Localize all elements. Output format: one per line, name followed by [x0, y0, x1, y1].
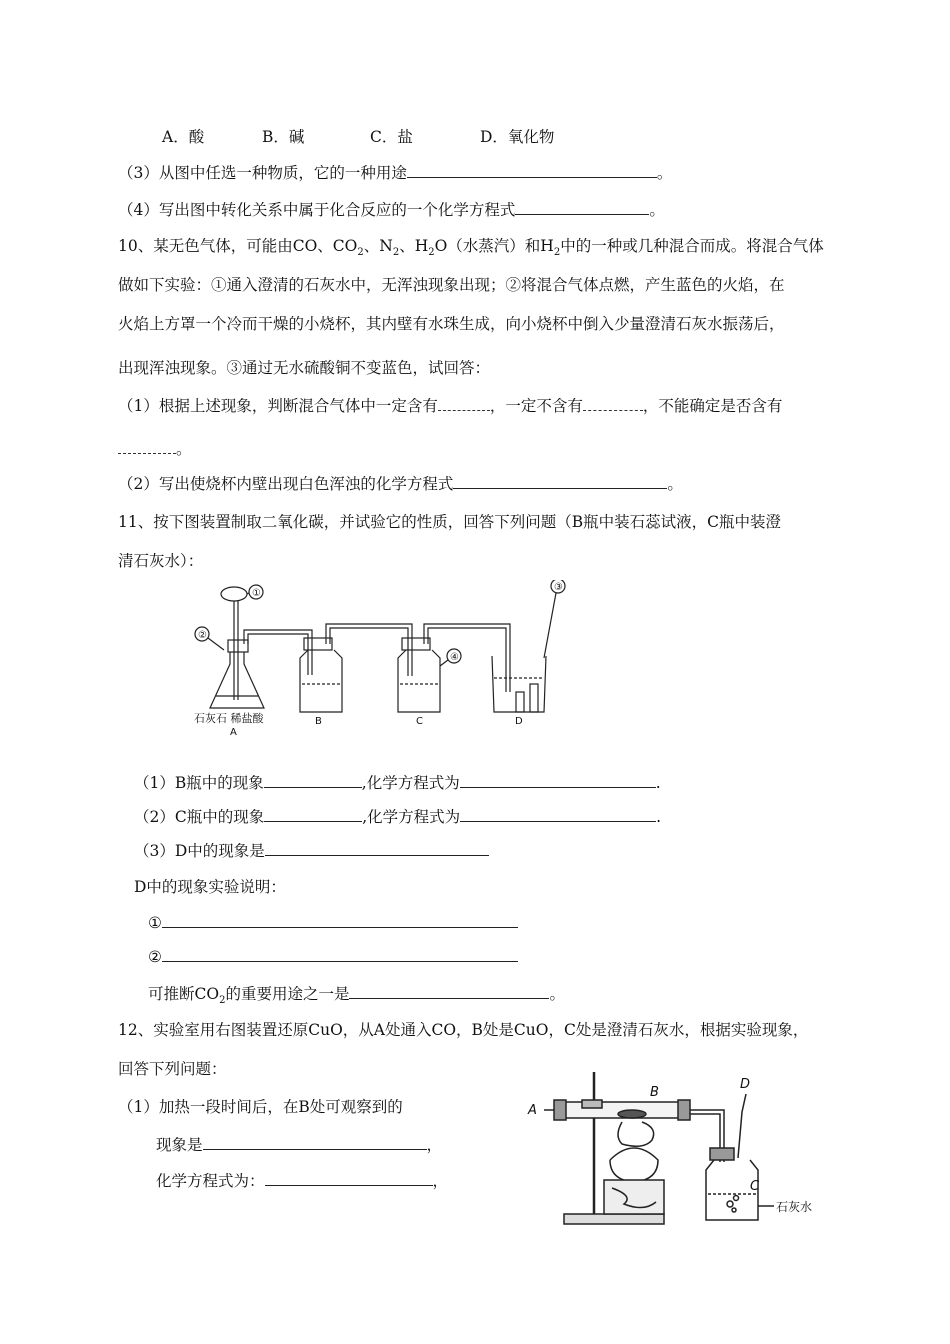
q10-l1d: O（水蒸汽）和H — [434, 237, 554, 255]
q10-part1-cont — [118, 438, 192, 460]
q9-part4 — [118, 199, 665, 221]
q11-part2-blank2[interactable] — [460, 807, 656, 822]
q10-line4: 出现浑浊现象。③通过无水硫酸铜不变蓝色，试回答： — [118, 359, 491, 377]
q10-part2 — [118, 473, 683, 495]
q11-part1-end: . — [655, 774, 661, 792]
q10-line1 — [118, 235, 824, 264]
q9-part4-blank[interactable] — [515, 200, 649, 215]
q11-conclusion1-blank[interactable] — [162, 913, 518, 928]
q11-infer-end: 。 — [549, 985, 565, 1003]
q10-part1-text-c: ，不能确定是否含有 — [642, 397, 783, 415]
q11-part1-blank1[interactable] — [264, 773, 362, 788]
q12-equation-end: ， — [432, 1172, 449, 1190]
alcohol-lamp — [610, 1148, 658, 1182]
q12-equation — [156, 1170, 448, 1192]
q9-part3-text: （3）从图中任选一种物质，它的一种用途 — [118, 164, 407, 182]
marker-4: ④ — [450, 652, 459, 663]
q11-conclusion1-marker: ① — [148, 914, 162, 932]
label-a-inlet: A — [528, 1103, 537, 1118]
q9-option-b: B．碱 — [262, 128, 305, 146]
q11-line1: 11、按下图装置制取二氧化碳，并试验它的性质，回答下列问题（B瓶中装石蕊试液，C瓶中装澄 — [118, 513, 781, 531]
marker-2: ② — [198, 630, 207, 641]
q11-part3-text: （3）D中的现象是 — [134, 842, 265, 860]
q12-equation-text: 化学方程式为： — [156, 1172, 265, 1190]
q11-conclusion2-blank[interactable] — [162, 947, 518, 962]
marker-3: ③ — [554, 582, 563, 593]
q10-sub-co2: 2 — [357, 247, 364, 259]
q10-part1-blank2[interactable] — [583, 396, 643, 411]
label-c-limewater: C — [750, 1179, 760, 1194]
q11-infer-text-a: 可推断CO — [148, 985, 220, 1003]
conical-flask-a — [210, 652, 264, 708]
label-b: B — [315, 716, 322, 727]
q11-infer — [148, 983, 565, 1012]
q10-sub-h2o: 2 — [428, 247, 435, 259]
q12-equation-blank[interactable] — [265, 1171, 433, 1186]
stand-base — [564, 1214, 664, 1224]
q10-part1-text-b: ，一定不含有 — [489, 397, 583, 415]
q10-part2-blank[interactable] — [453, 474, 667, 489]
q12-part1: （1）加热一段时间后，在B处可观察到的 — [118, 1098, 403, 1116]
q10-l1a: 10、某无色气体，可能由CO、CO — [118, 237, 358, 255]
cuo-powder — [618, 1110, 646, 1118]
q11-part2-text-a: （2）C瓶中的现象 — [134, 808, 265, 826]
label-c: C — [416, 716, 423, 727]
q11-infer-text-b: 的重要用途之一是 — [225, 985, 350, 1003]
q10-part1-end: 。 — [176, 440, 192, 458]
tube-a-b — [244, 630, 312, 675]
tube-b-c — [326, 624, 412, 676]
stopper-c — [402, 638, 430, 650]
q11-part3 — [134, 840, 489, 862]
q11-part1-text-a: （1）B瓶中的现象 — [134, 774, 264, 792]
cuo-reduction-figure — [524, 1064, 824, 1232]
q10-part1-text-a: （1）根据上述现象，判断混合气体中一定含有 — [118, 397, 438, 415]
q11-line2: 清石灰水）： — [118, 552, 204, 570]
q11-part3-blank[interactable] — [265, 841, 489, 856]
q11-infer-sub: 2 — [219, 995, 226, 1007]
q9-part4-text: （4）写出图中转化关系中属于化合反应的一个化学方程式 — [118, 201, 516, 219]
q11-infer-blank[interactable] — [349, 984, 549, 999]
q9-option-d: D．氧化物 — [480, 128, 555, 146]
q12-phenomenon — [156, 1134, 442, 1156]
q10-part2-end: 。 — [667, 475, 683, 493]
funnel-bulb — [221, 587, 247, 601]
q9-option-a: A．酸 — [162, 128, 205, 146]
tube-c-d — [424, 624, 510, 692]
q10-l1e: 中的一种或几种混合而成。将混合气体 — [560, 237, 824, 255]
q9-option-c: C．盐 — [370, 128, 413, 146]
q10-l1b: 、N — [363, 237, 393, 255]
q11-conclusion2-marker: ② — [148, 948, 162, 966]
label-d: D — [515, 716, 523, 727]
q10-part1-blank3[interactable] — [118, 439, 176, 454]
outlet-tube — [738, 1094, 746, 1158]
q10-l1c: 、H — [399, 237, 429, 255]
lamp-block — [604, 1180, 664, 1214]
q9-part3 — [118, 162, 672, 184]
q9-options — [162, 126, 554, 148]
marker-1: ① — [252, 588, 261, 599]
q12-phenomenon-end: ， — [426, 1136, 443, 1154]
q12-line2: 回答下列问题： — [118, 1060, 227, 1078]
q10-part2-text: （2）写出使烧杯内壁出现白色浑浊的化学方程式 — [118, 475, 454, 493]
co2-apparatus-figure — [192, 580, 572, 740]
q9-part3-end: 。 — [656, 164, 673, 182]
q10-line3: 火焰上方罩一个冷而干燥的小烧杯，其内壁有水珠生成，向小烧杯中倒入少量澄清石灰水振荡后， — [118, 315, 785, 333]
q11-part2-blank1[interactable] — [264, 807, 362, 822]
q11-d-explain: D中的现象实验说明： — [134, 878, 286, 896]
bottle-c — [398, 650, 440, 712]
bottle-b — [300, 650, 342, 712]
label-b-cuo: B — [650, 1085, 659, 1100]
q12-line1: 12、实验室用右图装置还原CuO，从A处通入CO，B处是CuO，C处是澄清石灰水，根据实验现象， — [118, 1021, 809, 1039]
q10-line2: 做如下实验：①通入澄清的石灰水中，无浑浊现象出现；②将混合气体点燃，产生蓝色的火焰，在 — [118, 276, 785, 294]
q11-conclusion2 — [148, 946, 518, 968]
q11-part1 — [134, 772, 661, 794]
q11-part2 — [134, 806, 661, 828]
q12-phenomenon-text: 现象是 — [156, 1136, 203, 1154]
q11-part2-text-b: ,化学方程式为 — [362, 808, 461, 826]
q11-part1-text-b: ,化学方程式为 — [361, 774, 460, 792]
flask-label: 石灰石 稀盐酸 — [194, 712, 264, 725]
q10-sub-h2: 2 — [553, 247, 561, 259]
q11-part1-blank2[interactable] — [460, 773, 656, 788]
limewater-label: 石灰水 — [776, 1200, 813, 1214]
q11-part2-end: . — [656, 808, 662, 826]
q10-part1-blank1[interactable] — [438, 396, 490, 411]
q12-phenomenon-blank[interactable] — [203, 1135, 427, 1150]
q11-conclusion1 — [148, 912, 518, 934]
q10-part1 — [118, 395, 782, 417]
q10-sub-n2: 2 — [392, 247, 400, 259]
label-a: A — [230, 727, 237, 738]
q9-part4-end: 。 — [649, 201, 665, 219]
label-d-outlet: D — [740, 1077, 751, 1092]
flame — [618, 1122, 654, 1146]
q9-part3-blank[interactable] — [407, 163, 657, 178]
